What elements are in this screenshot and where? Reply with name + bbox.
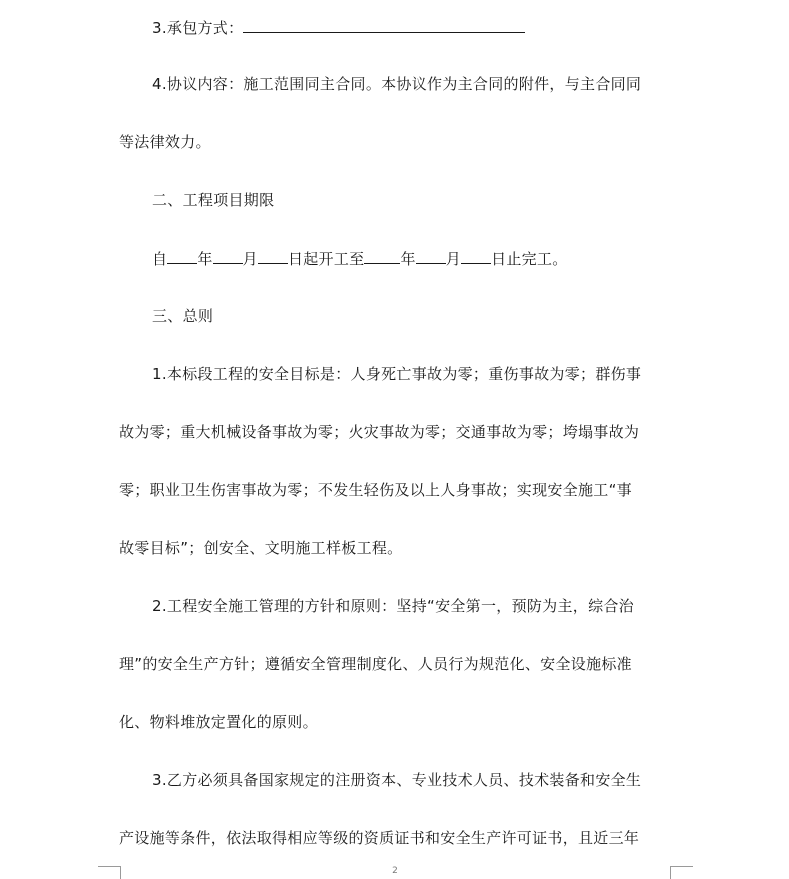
contract-mode-line bbox=[152, 17, 525, 38]
item-1-line-1: 1.本标段工程的安全目标是：人身死亡事故为零；重伤事故为零；群伤事 bbox=[152, 365, 642, 383]
item-3-line-2: 产设施等条件，依法取得相应等级的资质证书和安全生产许可证书，且近三年 bbox=[119, 829, 640, 847]
item-2-line-1: 2.工程安全施工管理的方针和原则：坚持“安全第一，预防为主，综合治 bbox=[152, 597, 634, 615]
page-corner-mark-right bbox=[670, 866, 693, 879]
item-1-line-4: 故零目标”；创安全、文明施工样板工程。 bbox=[119, 539, 403, 557]
item-3-line-1: 3.乙方必须具备国家规定的注册资本、专业技术人员、技术装备和安全生 bbox=[152, 771, 642, 789]
start-day-blank bbox=[258, 248, 288, 264]
agreement-line-1: 4.协议内容：施工范围同主合同。本协议作为主合同的附件，与主合同同 bbox=[152, 75, 642, 93]
end-month-blank bbox=[416, 248, 446, 264]
end-year-blank bbox=[364, 248, 400, 264]
period-line bbox=[152, 248, 568, 269]
period-end-day: 日止完工。 bbox=[491, 250, 568, 268]
contract-mode-blank bbox=[243, 17, 525, 33]
page-number: 2 bbox=[392, 866, 398, 876]
period-year-1: 年 bbox=[197, 250, 213, 268]
section-3-heading: 三、总则 bbox=[152, 307, 214, 325]
period-from: 自 bbox=[152, 250, 168, 268]
contract-mode-label: 3.承包方式： bbox=[152, 19, 244, 37]
period-year-2: 年 bbox=[400, 250, 416, 268]
item-1-line-3: 零；职业卫生伤害事故为零；不发生轻伤及以上人身事故；实现安全施工“事 bbox=[119, 481, 632, 499]
start-month-blank bbox=[213, 248, 243, 264]
end-day-blank bbox=[461, 248, 491, 264]
section-2-heading: 二、工程项目期限 bbox=[152, 191, 275, 209]
period-month-1: 月 bbox=[242, 250, 258, 268]
item-2-line-2: 理”的安全生产方针；遵循安全管理制度化、人员行为规范化、安全设施标准 bbox=[119, 655, 632, 673]
agreement-line-2: 等法律效力。 bbox=[119, 133, 211, 151]
item-2-line-3: 化、物料堆放定置化的原则。 bbox=[119, 713, 318, 731]
period-start-day: 日起开工至 bbox=[287, 250, 365, 268]
page-corner-mark-left bbox=[98, 866, 121, 879]
period-month-2: 月 bbox=[445, 250, 462, 268]
item-1-line-2: 故为零；重大机械设备事故为零；火灾事故为零；交通事故为零；垮塌事故为 bbox=[119, 423, 640, 441]
start-year-blank bbox=[167, 248, 197, 264]
